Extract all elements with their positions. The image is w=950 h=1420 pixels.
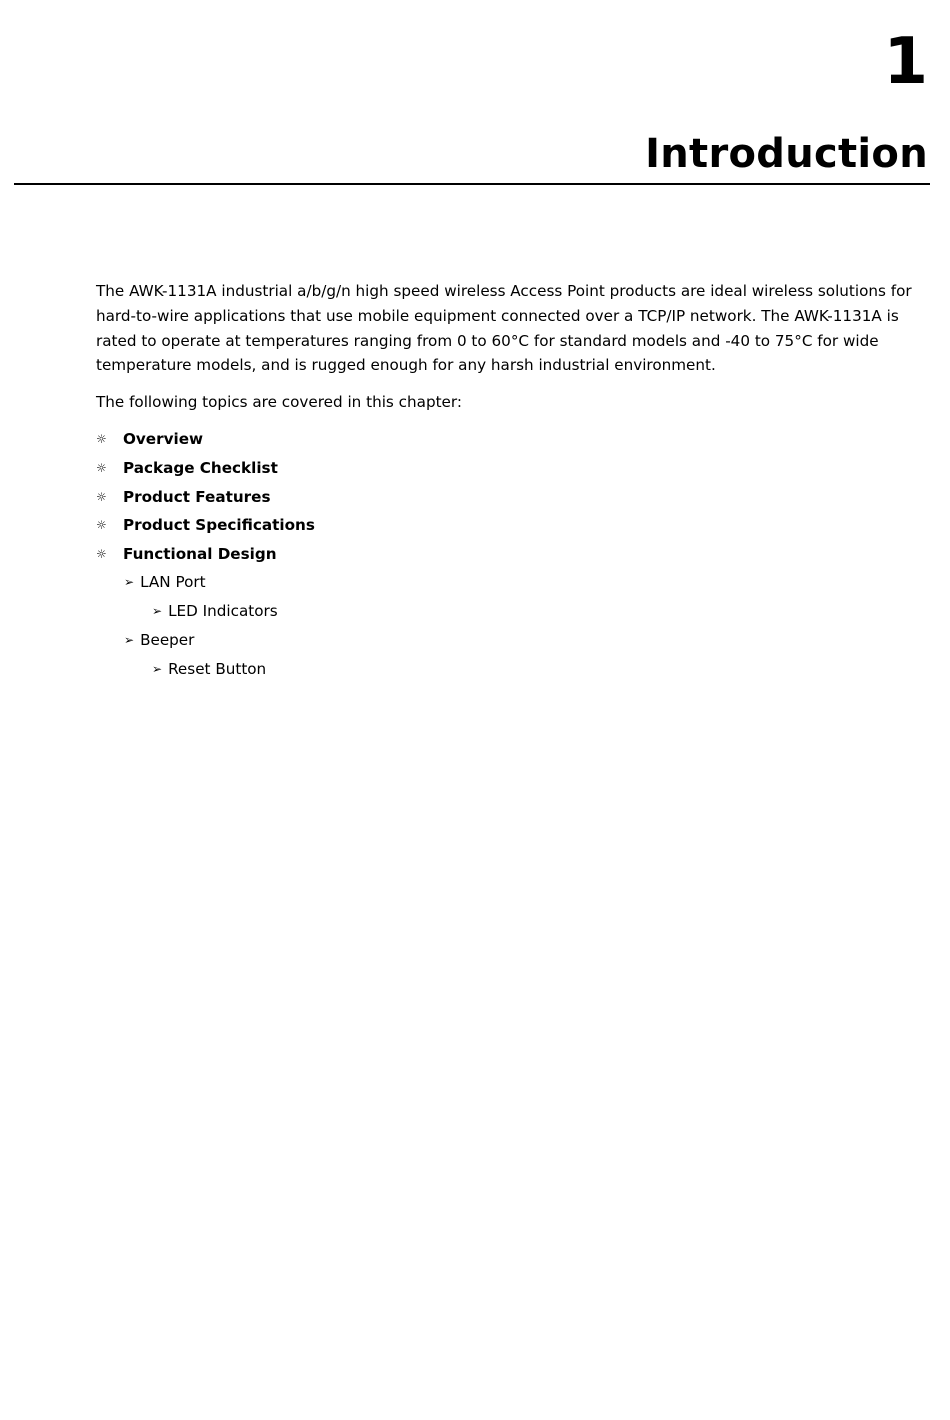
subtopic-item-lan-port [124, 570, 206, 594]
subtopic-label: Reset Button [168, 660, 267, 678]
subtopic-label: Beeper [140, 631, 195, 649]
sun-bullet-icon: ☼ [96, 518, 107, 532]
sun-bullet-icon: ☼ [96, 490, 107, 504]
topic-item-functional-design [96, 542, 277, 566]
arrowhead-bullet-icon: ➢ [152, 604, 163, 618]
arrowhead-bullet-icon: ➢ [124, 575, 135, 589]
topic-item-product-specifications [96, 513, 315, 537]
topic-item-package-checklist [96, 456, 278, 480]
chapter-title: Introduction [645, 131, 928, 177]
topic-label: Overview [123, 430, 204, 448]
subtopic-label: LED Indicators [168, 602, 278, 620]
intro-paragraph: The AWK-1131A industrial a/b/g/n high speed wireless Access Point products are ideal wireless solutions for hard-to-wire applications that use mobile equipment connected over a TCP/IP network. The AWK-1131A is rated to operate at temperatures ranging from 0 to 60°C for standard models and -40 to 75°C for wide temperature models, and is rugged enough for any harsh industrial environment. [96, 282, 912, 375]
subtopic-item-reset-button [152, 657, 266, 681]
topic-label: Product Features [123, 488, 271, 506]
topic-label: Functional Design [123, 545, 277, 563]
topic-label: Package Checklist [123, 459, 278, 477]
topic-label: Product Specifications [123, 516, 315, 534]
arrowhead-bullet-icon: ➢ [124, 633, 135, 647]
topic-item-overview [96, 427, 204, 451]
chapter-number: 1 [883, 25, 928, 99]
subtopic-item-beeper [124, 628, 194, 652]
title-divider [14, 183, 930, 185]
subtopic-item-led-indicators [152, 599, 278, 623]
topics-lead: The following topics are covered in this chapter: [96, 393, 462, 411]
topic-item-product-features [96, 485, 271, 509]
sun-bullet-icon: ☼ [96, 432, 107, 446]
arrowhead-bullet-icon: ➢ [152, 662, 163, 676]
sun-bullet-icon: ☼ [96, 461, 107, 475]
subtopic-label: LAN Port [140, 573, 206, 591]
sun-bullet-icon: ☼ [96, 547, 107, 561]
